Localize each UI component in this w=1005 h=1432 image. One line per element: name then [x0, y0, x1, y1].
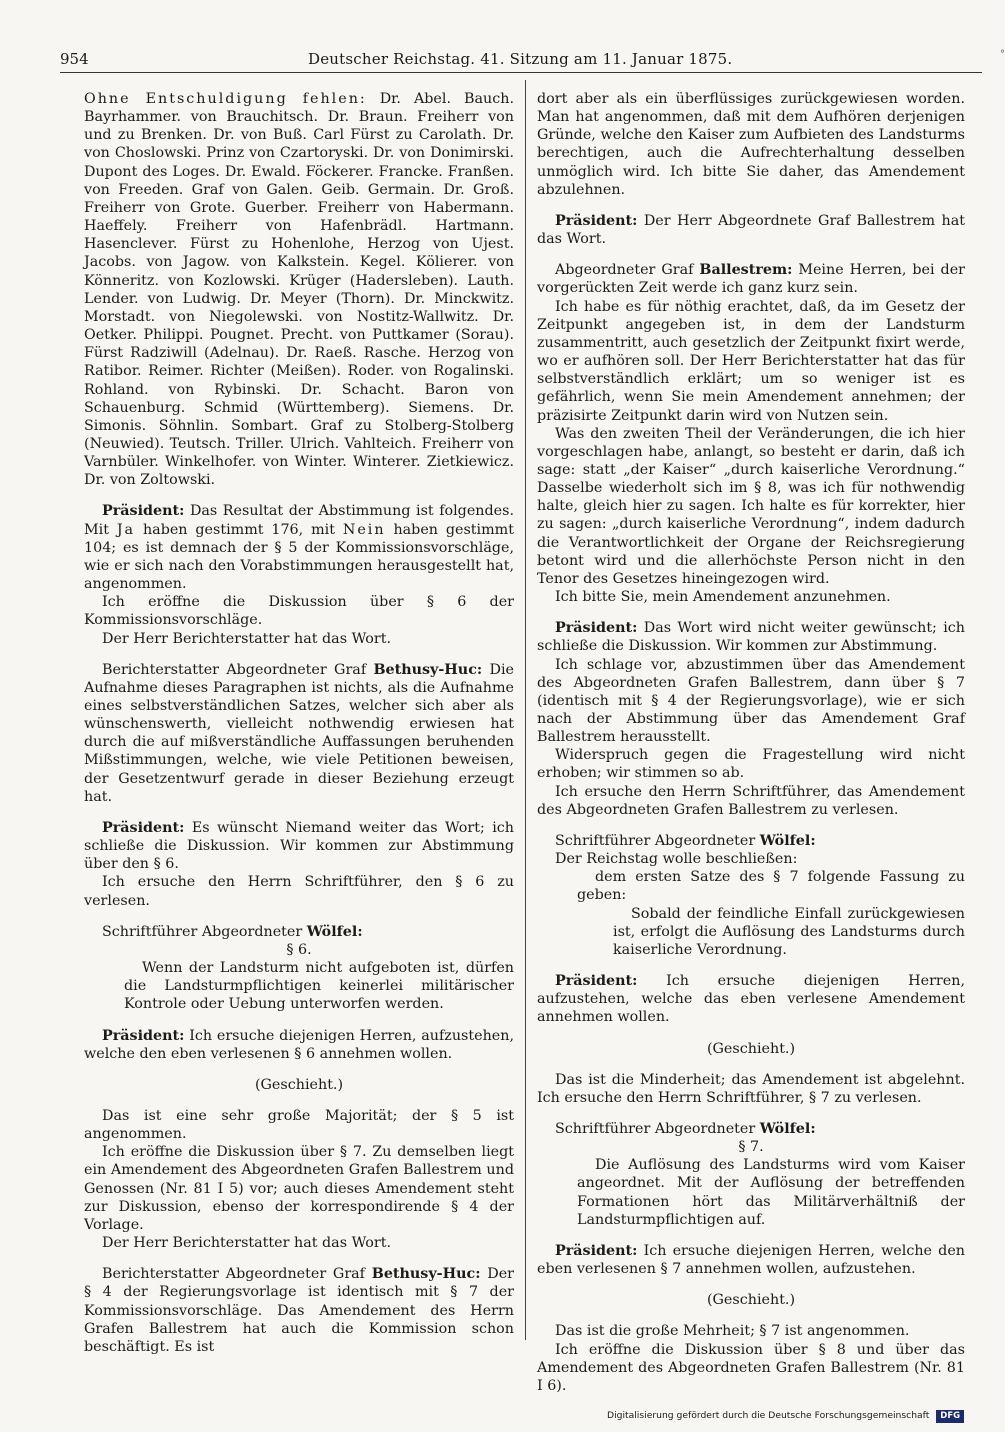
speaker-name: Präsident: [555, 620, 638, 637]
paragraph [84, 502, 514, 593]
speaker-name: Präsident: [555, 1242, 638, 1259]
text-run: Die Auflösung des Landsturms wird vom Kaiser angeordnet. Mit der Auflösung der betreffenden Formationen hört das Militärverhältniß der Landsturmpflichtigen auf. [577, 1157, 965, 1228]
speaker-name: Präsident: [555, 212, 638, 229]
text-run: haben gestimmt 176, mit [135, 521, 343, 538]
text-run: Berichterstatter Abgeordneter Graf [102, 1266, 372, 1283]
text-run: Sobald der feindliche Einfall zurückgewiesen ist, erfolgt die Auflösung des Landsturms durch kaiserliche Verordnung. [613, 905, 965, 958]
text-run: Der Herr Berichterstatter hat das Wort. [102, 630, 392, 647]
speaker-name: Präsident: [102, 819, 185, 836]
left-column [84, 90, 514, 1355]
text-run: Abgeordneter Graf [555, 262, 700, 279]
text-run: Nein [342, 521, 386, 538]
paragraph-gap [84, 806, 514, 819]
paragraph-gap [84, 648, 514, 661]
paragraph [537, 832, 965, 850]
text-run: Ich eröffne die Diskussion über § 7. Zu demselben liegt ein Amendement des Abgeordneten Grafen Ballestrem und Genossen (Nr. 81 I 5) vor; auch dieses Amendement steht zur Diskussion, ebenso der korrespondirende § 4 der Vorlage. [84, 1144, 514, 1233]
paragraph-gap [537, 1229, 965, 1242]
text-run: Der Herr Abgeordnete Graf Ballestrem hat das Wort. [537, 212, 965, 248]
text-run: Der Herr Berichterstatter hat das Wort. [102, 1235, 392, 1252]
paragraph [537, 1242, 965, 1278]
text-run: haben gestimmt 104; es ist demnach der § 5 der Kommissionsvorschläge, wie er sich nach den Vorabstimmungen herausgestellt hat, angenommen. [84, 521, 514, 593]
corner-mark: ° [1000, 49, 1005, 60]
paragraph [537, 90, 965, 199]
paragraph [84, 1076, 514, 1094]
text-run: Schriftführer Abgeordneter [102, 923, 307, 940]
paragraph-gap [537, 1027, 965, 1040]
paragraph-gap [84, 910, 514, 923]
text-run: Ich bitte Sie, mein Amendement anzunehmen. [555, 589, 891, 606]
text-run: Wenn der Landsturm nicht aufgeboten ist, dürfen die Landsturmpflichtigen keinerlei militärischer Kontrole oder Uebung unterworfen werden. [124, 960, 514, 1013]
text-run: Dr. Abel. Bauch. Bayrhammer. von Brauchitsch. Dr. Braun. Freiherr von und zu Brenken. Dr. von Buß. Carl Fürst zu Carolath. Dr. von Choslowski. Prinz von Czartoryski. Dr. von Donimirski. Dupont des Loges. Dr. Ewald. Föckerer. Francke. Franßen. von Freeden. Graf von Galen. Geib. Germain. Dr. Groß. Freiherr von Grote. Guerber. Freiherr von Habermann. Haeffely. Freiherr von Hafenbrädl. Hartmann. Hasenclever. Fürst zu Hohenlohe, Herzog von Ujest. Jacobs. von Jagow. von Kalkstein. Kegel. Kölierer. von Könneritz. von Kozlowski. Krüger (Hadersleben). Lauth. Lender. von Ludwig. Dr. Meyer (Thorn). Dr. Minckwitz. Morstadt. von Niegolewski. von Nostitz-Wallwitz. Dr. Oetker. Philippi. Pougnet. Precht. von Puttkamer (Sorau). Fürst Radziwill (Adelnau). Dr. Raeß. Rasche. Herzog von Ratibor. Reimer. Richter (Meißen). Roder. von Rogalinski. Rohland. von Rybinski. Dr. Schacht. Baron von Schauenburg. Schmid (Württemberg). Siemens. Dr. Simonis. Söhnlin. Sombart. Graf zu Stolberg-Stolberg (Neuwied). Teutsch. Triller. Ulrich. Vahlteich. Freiherr von Varnbüler. Winkelhofer. von Winter. Winterer. Zietkiewicz. Dr. von Zoltowski. [84, 91, 514, 489]
paragraph [84, 630, 514, 648]
paragraph [537, 212, 965, 248]
speaker-name: Wölfel: [759, 832, 816, 849]
text-run: Das ist die Minderheit; das Amendement ist abgelehnt. Ich ersuche den Herrn Schriftführer, § 7 zu verlesen. [537, 1071, 965, 1106]
paragraph [537, 619, 965, 655]
paragraph [537, 588, 965, 606]
text-run: (Geschieht.) [706, 1292, 796, 1309]
paragraph [537, 1138, 965, 1156]
dfg-logo: DFG [936, 1410, 964, 1423]
text-run: Ja [116, 521, 136, 538]
paragraph [537, 1156, 965, 1229]
text-run: Ohne Entschuldigung fehlen: [84, 91, 367, 107]
text-run: Die Aufnahme dieses Paragraphen ist nichts, als die Aufnahme eines selbstverständlichen Satzes, welcher sich aber als wünschenswerth, vielleicht nothwendig erwiesen hat durch die auf mißverständliche Auffassungen beruhenden Mißstimmungen, welche, wie viele Petitionen beweisen, der Gesetzentwurf gerade in dieser Beziehung erzeugt hat. [84, 661, 514, 805]
text-run: Ich ersuche diejenigen Herren, welche den eben verlesenen § 7 annehmen wollen, aufzustehen. [537, 1242, 965, 1278]
speaker-name: Wölfel: [759, 1120, 816, 1137]
paragraph-gap [537, 248, 965, 261]
paragraph-gap [84, 1014, 514, 1027]
text-run: dem ersten Satze des § 7 folgende Fassung zu geben: [577, 869, 965, 904]
paragraph [537, 1120, 965, 1138]
page-number: 954 [60, 50, 89, 68]
paragraph [537, 783, 965, 819]
text-run: Ich ersuche diejenigen Herren, aufzustehen, welche das eben verlesene Amendement annehmen wollen. [537, 973, 965, 1026]
paragraph [84, 941, 514, 959]
paragraph [537, 850, 965, 868]
paragraph [537, 656, 965, 747]
paragraph-gap [537, 606, 965, 619]
text-run: Widerspruch gegen die Fragestellung wird nicht erhoben; wir stimmen so ab. [537, 747, 965, 782]
page-header [60, 48, 1005, 70]
paragraph [537, 1040, 965, 1058]
paragraph-gap [84, 1063, 514, 1076]
paragraph-gap [84, 1252, 514, 1265]
text-run: Schriftführer Abgeordneter [555, 1120, 760, 1137]
text-run: Was den zweiten Theil der Veränderungen, die ich hier vorgeschlagen habe, anlangt, so besteht er darin, daß ich sage: statt „der Kaiser“ „durch kaiserliche Verordnung.“ Dasselbe wiederholt sich im § 8, was ich für nothwendig halte, gleich hier zu sagen. Ich halte es für korrekter, hier zu sagen: „durch kaiserliche Verordnung“, indem dadurch die Verantwortlichkeit der Organe der Reichsregierung betont wird und die allerhöchste Person nicht in den Tenor des Gesetzes hineingezogen wird. [537, 425, 965, 587]
paragraph [537, 972, 965, 1026]
paragraph [537, 746, 965, 782]
paragraph-gap [537, 199, 965, 212]
text-run: Ich ersuche den Herrn Schriftführer, das Amendement des Abgeordneten Grafen Ballestrem zu verlesen. [537, 783, 965, 818]
text-run: Ich ersuche den Herrn Schriftführer, den § 6 zu verlesen. [84, 874, 514, 909]
text-run: Ich eröffne die Diskussion über § 8 und über das Amendement des Abgeordneten Grafen Ballestrem (Nr. 81 I 6). [537, 1341, 965, 1394]
paragraph [84, 1143, 514, 1234]
text-run: Der Reichstag wolle beschließen: [555, 851, 798, 868]
text-run: (Geschieht.) [706, 1040, 796, 1057]
text-run: Das Resultat der Abstimmung ist folgendes. Mit [84, 503, 514, 538]
paragraph [84, 959, 514, 1013]
text-run: dort aber als ein überflüssiges zurückgewiesen worden. Man hat angenommen, daß mit dem Aufhören derjenigen Gründe, welche den Kaiser zum Aufbieten des Landsturms berechtigen, auch die Aufrechterhaltung desselben unmöglich wird. Ich bitte Sie daher, das Amendement abzulehnen. [537, 91, 965, 198]
paragraph [537, 905, 965, 959]
right-column [537, 90, 965, 1394]
paragraph [84, 923, 514, 941]
paragraph [84, 1107, 514, 1143]
paragraph [84, 90, 514, 489]
speaker-name: Ballestrem: [699, 262, 793, 279]
speaker-name: Präsident: [555, 973, 638, 990]
paragraph [84, 819, 514, 873]
paragraph [84, 1027, 514, 1063]
paragraph [84, 1265, 514, 1356]
paragraph [84, 661, 514, 806]
paragraph [537, 298, 965, 425]
paragraph [537, 1341, 965, 1395]
paragraph-gap [537, 819, 965, 832]
text-run: Das ist eine sehr große Majorität; der § 5 ist angenommen. [84, 1107, 514, 1143]
paragraph-gap [84, 489, 514, 502]
paragraph [537, 1322, 965, 1340]
text-run: Ich ersuche diejenigen Herren, aufzustehen, welche den eben verlesenen § 6 annehmen wollen. [84, 1027, 514, 1062]
text-run: Meine Herren, bei der vorgerückten Zeit werde ich ganz kurz sein. [537, 262, 965, 297]
paragraph-gap [537, 1058, 965, 1071]
paragraph [84, 1234, 514, 1252]
text-run: Schriftführer Abgeordneter [555, 832, 760, 849]
text-run: (Geschieht.) [254, 1076, 344, 1093]
paragraph-gap [84, 1094, 514, 1107]
speaker-name: Präsident: [102, 1027, 185, 1044]
header-rule [60, 72, 982, 73]
text-run: Der § 4 der Regierungsvorlage ist identisch mit § 7 der Kommissionsvorschläge. Das Amendement des Herrn Grafen Ballestrem hat auch die Kommission schon beschäftigt. Es ist [84, 1266, 514, 1355]
paragraph [537, 425, 965, 588]
text-run: § 7. [738, 1139, 764, 1156]
text-run: Ich habe es für nöthig erachtet, daß, da im Gesetz der Zeitpunkt angegeben ist, in dem der Landsturm zusammentritt, auch gesetzlich der Zeitpunkt fixirt werde, wo er aufhören soll. Der Herr Berichterstatter hat das für selbstverständlich erklärt; um so weniger ist es gefährlich, wenn Sie mein Amendement annehmen; der präzisirte Zeitpunkt darin wird von Nutzen sein. [537, 298, 965, 424]
text-run: Es wünscht Niemand weiter das Wort; ich schließe die Diskussion. Wir kommen zur Abstimmung über den § 6. [84, 819, 514, 873]
speaker-name: Bethusy-Huc: [373, 661, 483, 678]
speaker-name: Bethusy-Huc: [371, 1266, 481, 1283]
text-run: Das ist die große Mehrheit; § 7 ist angenommen. [555, 1323, 910, 1340]
paragraph-gap [537, 1309, 965, 1322]
text-run: Ich schlage vor, abzustimmen über das Amendement des Abgeordneten Grafen Ballestrem, dann über § 7 (identisch mit § 4 der Regierungsvorlage), wie er sich nach der Abstimmung über das Amendement Graf Ballestrem herausstellt. [537, 656, 965, 746]
text-run: Berichterstatter Abgeordneter Graf [102, 661, 374, 678]
paragraph-gap [537, 959, 965, 972]
paragraph [84, 873, 514, 909]
footer-text: Digitalisierung gefördert durch die Deutsche Forschungsgemeinschaft [607, 1410, 930, 1421]
paragraph [537, 1291, 965, 1309]
speaker-name: Wölfel: [306, 923, 363, 940]
paragraph [537, 868, 965, 904]
speaker-name: Präsident: [102, 503, 185, 520]
running-title: Deutscher Reichstag. 41. Sitzung am 11. Januar 1875. [308, 50, 733, 68]
paragraph-gap [537, 1107, 965, 1120]
column-separator [525, 80, 526, 1340]
text-run: § 6. [286, 941, 312, 958]
funding-footer [607, 1408, 987, 1424]
paragraph [537, 261, 965, 297]
paragraph [84, 593, 514, 629]
text-run: Das Wort wird nicht weiter gewünscht; ich schließe die Diskussion. Wir kommen zur Abstimmung. [537, 620, 965, 655]
paragraph-gap [537, 1278, 965, 1291]
text-run: Ich eröffne die Diskussion über § 6 der Kommissionsvorschläge. [84, 594, 514, 629]
paragraph [537, 1071, 965, 1107]
